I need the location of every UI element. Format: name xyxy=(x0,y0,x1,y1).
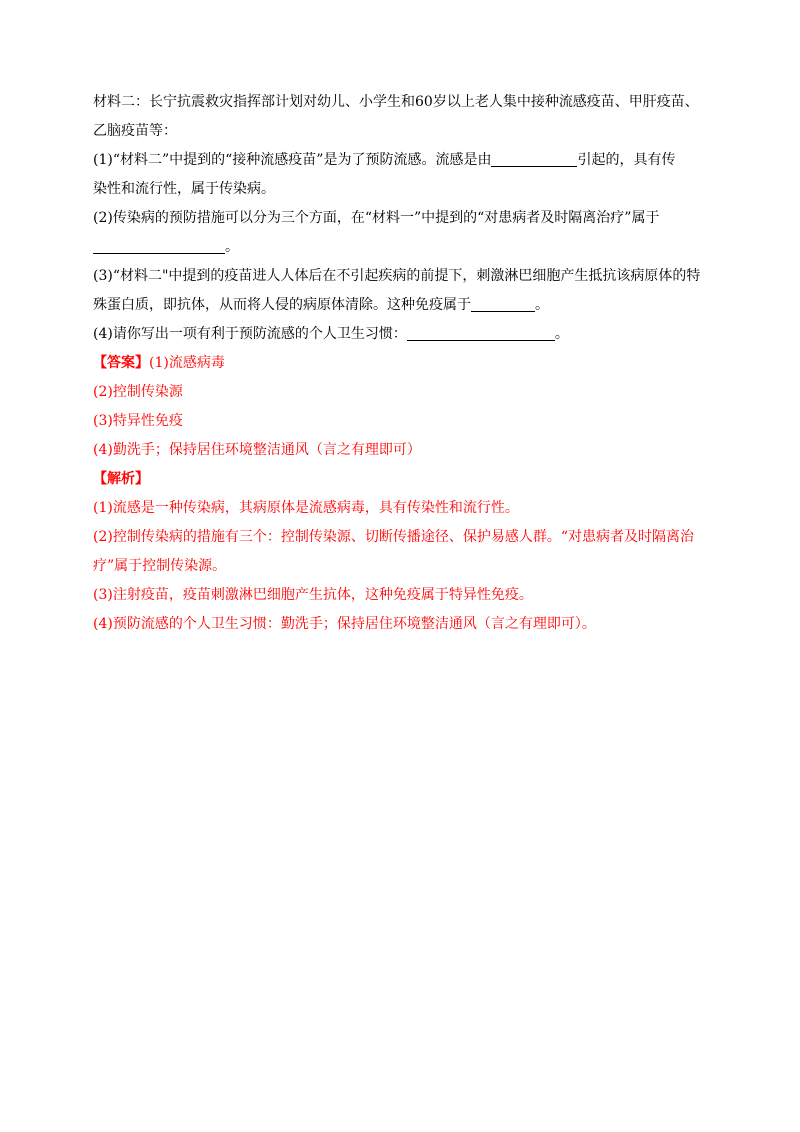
question-1-continued: 染性和流行性，属于传染病。 xyxy=(93,181,275,197)
question-2-continued xyxy=(93,233,713,262)
answer-tag: 【答案】 xyxy=(93,355,149,371)
question-1-text-b: 引起的，具有传 xyxy=(577,152,676,168)
question-3: (3)“材料二"中提到的疫苗进人人体后在不引起疾病的前提下，刺激淋巴细胞产生抵抗该病原体的特 xyxy=(93,268,701,284)
material2-line2: 乙脑疫苗等： xyxy=(93,123,177,139)
answer-blank-4[interactable] xyxy=(407,324,555,341)
question-2-text-b: 。 xyxy=(225,239,239,255)
analysis-3: (3)注射疫苗，疫苗刺激淋巴细胞产生抗体，这种免疫属于特异性免疫。 xyxy=(93,587,533,603)
analysis-4: (4)预防流感的个人卫生习惯：勤洗手；保持居住环境整洁通风（言之有理即可）。 xyxy=(93,616,596,632)
analysis-2: (2)控制传染病的措施有三个：控制传染源、切断传播途径、保护易感人群。“对患病者及时隔离治 xyxy=(93,529,694,545)
answer-2: (2)控制传染源 xyxy=(93,384,183,400)
document-page xyxy=(93,88,713,639)
answer-blank-3[interactable] xyxy=(471,295,535,312)
answer-1: (1)流感病毒 xyxy=(149,355,225,371)
analysis-tag: 【解析】 xyxy=(93,471,149,487)
question-3-text-c: 。 xyxy=(535,297,549,313)
answer-line-1 xyxy=(93,349,713,378)
question-4-text-b: 。 xyxy=(554,326,569,342)
analysis-1: (1)流感是一种传染病，其病原体是流感病毒，具有传染性和流行性。 xyxy=(93,500,519,516)
question-3-continued xyxy=(93,291,713,320)
question-4 xyxy=(93,320,713,349)
answer-blank-1[interactable] xyxy=(491,150,577,167)
answer-3: (3)特异性免疫 xyxy=(93,413,183,429)
question-3-text-b: 殊蛋白质，即抗体，从而将人侵的病原体清除。这种免疫属于 xyxy=(93,297,471,313)
material2-line1: 材料二：长宁抗震救灾指挥部计划对幼儿、小学生和60岁以上老人集中接种流感疫苗、甲肝疫苗、 xyxy=(93,94,699,110)
analysis-2-continued: 疗”属于控制传染源。 xyxy=(93,558,227,574)
question-4-text-a: (4)请你写出一项有利于预防流感的个人卫生习惯： xyxy=(93,326,407,342)
question-2: (2)传染病的预防措施可以分为三个方面，在“材料一”中提到的“对患病者及时隔离治疗”属于 xyxy=(93,210,660,226)
answer-4: (4)勤洗手；保持居住环境整洁通风（言之有理即可） xyxy=(93,442,421,458)
question-1 xyxy=(93,146,713,175)
question-1-text-a: (1)“材料二”中提到的“接种流感疫苗”是为了预防流感。流感是由 xyxy=(93,152,492,168)
answer-blank-2[interactable] xyxy=(93,237,225,254)
